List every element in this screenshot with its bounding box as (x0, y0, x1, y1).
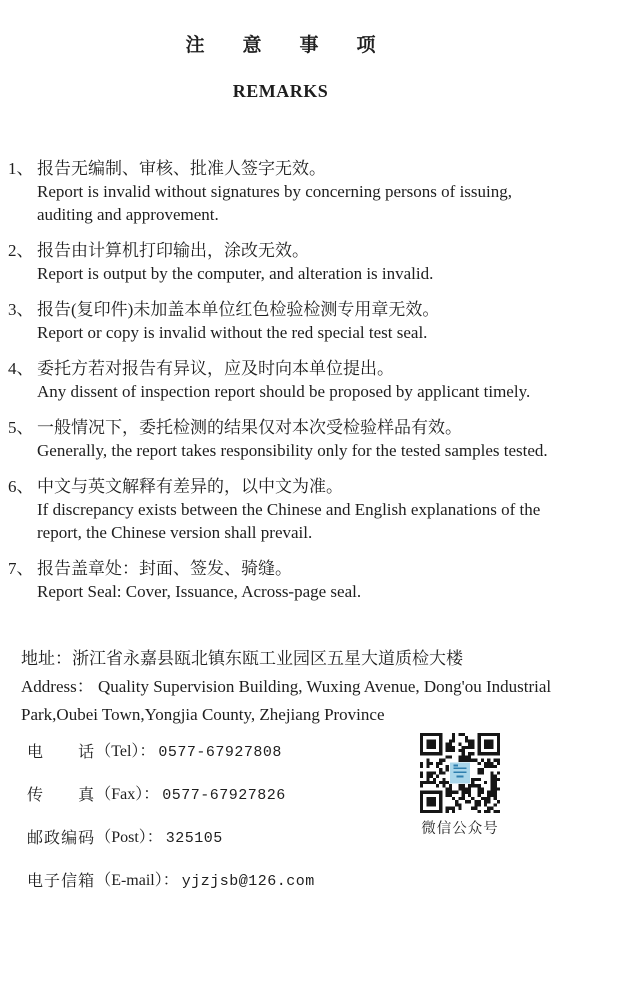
item-body (37, 475, 593, 544)
item-text-zh: 报告盖章处：封面、签发、骑缝。 (37, 559, 292, 578)
remark-item-6 (8, 475, 593, 544)
remarks-list (8, 157, 593, 603)
item-body (37, 157, 593, 226)
email-label-zh: 电子信箱 (27, 873, 95, 890)
qr-center-logo (450, 762, 470, 783)
address-en: Address： Quality Supervision Building, Wuxing Avenue, Dong'ou Industrial Park,Oubei Town,Yongjia County, Zhejiang Province (21, 677, 552, 724)
qr-caption: 微信公众号 (421, 821, 499, 837)
item-number: 7、 (8, 559, 34, 578)
email-label-en: （E-mail）： (95, 872, 179, 889)
item-text-zh: 委托方若对报告有异议，应及时向本单位提出。 (37, 359, 394, 378)
address-block (21, 645, 593, 729)
item-number: 2、 (8, 241, 34, 260)
item-text-zh: 中文与英文解释有差异的，以中文为准。 (37, 477, 343, 496)
contact-row-email (27, 872, 593, 891)
item-text-zh: 报告(复印件)未加盖本单位红色检验检测专用章无效。 (37, 300, 440, 319)
fax-value: 0577-67927826 (162, 787, 286, 804)
remark-item-7 (8, 557, 593, 603)
item-text-zh: 一般情况下，委托检测的结果仅对本次受检验样品有效。 (37, 418, 462, 437)
address-zh: 地址：浙江省永嘉县瓯北镇东瓯工业园区五星大道质检大楼 (21, 649, 463, 668)
item-text-en: Report is output by the computer, and alteration is invalid. (37, 264, 434, 283)
item-body (37, 416, 593, 462)
item-body (37, 557, 593, 603)
wechat-qr (420, 733, 500, 838)
tel-value: 0577-67927808 (158, 744, 282, 761)
post-value: 325105 (165, 830, 223, 847)
item-body (37, 239, 593, 285)
tel-label-en: （Tel）： (95, 743, 156, 760)
item-number: 4、 (8, 359, 34, 378)
post-label-zh: 邮政编码 (27, 830, 95, 847)
remark-item-1 (8, 157, 593, 226)
page-title-en: REMARKS (232, 81, 329, 101)
item-number: 5、 (8, 418, 34, 437)
contact-row-tel (27, 743, 593, 762)
fax-label-zh: 传 真 (27, 787, 95, 804)
contact-row-fax (27, 786, 593, 805)
item-text-en: Report is invalid without signatures by concerning persons of issuing, auditing and approvement. (37, 182, 512, 224)
contact-block (27, 743, 593, 891)
item-text-en: Report or copy is invalid without the red special test seal. (37, 323, 428, 342)
page-header (8, 33, 553, 102)
item-text-zh: 报告由计算机打印输出，涂改无效。 (37, 241, 309, 260)
email-value: yjzjsb@126.com (181, 873, 315, 890)
tel-label-zh: 电 话 (27, 744, 95, 761)
remark-item-2 (8, 239, 593, 285)
remark-item-3 (8, 298, 593, 344)
contact-row-post (27, 829, 593, 848)
post-label-en: （Post）： (95, 829, 163, 846)
item-number: 3、 (8, 300, 34, 319)
remark-item-5 (8, 416, 593, 462)
item-text-en: Any dissent of inspection report should be proposed by applicant timely. (37, 382, 531, 401)
item-number: 6、 (8, 477, 34, 496)
page-title-zh: 注 意 事 项 (185, 35, 376, 56)
item-text-en: If discrepancy exists between the Chinese and English explanations of the report, the Chinese version shall prevail. (37, 500, 541, 542)
item-text-zh: 报告无编制、审核、批准人签字无效。 (37, 159, 326, 178)
wechat-qr-code-icon (420, 733, 500, 813)
item-text-en: Generally, the report takes responsibility only for the tested samples tested. (37, 441, 548, 460)
remark-item-4 (8, 357, 593, 403)
fax-label-en: （Fax）： (95, 786, 160, 803)
item-body (37, 298, 593, 344)
item-text-en: Report Seal: Cover, Issuance, Across-page seal. (37, 582, 362, 601)
item-number: 1、 (8, 159, 34, 178)
item-body (37, 357, 593, 403)
